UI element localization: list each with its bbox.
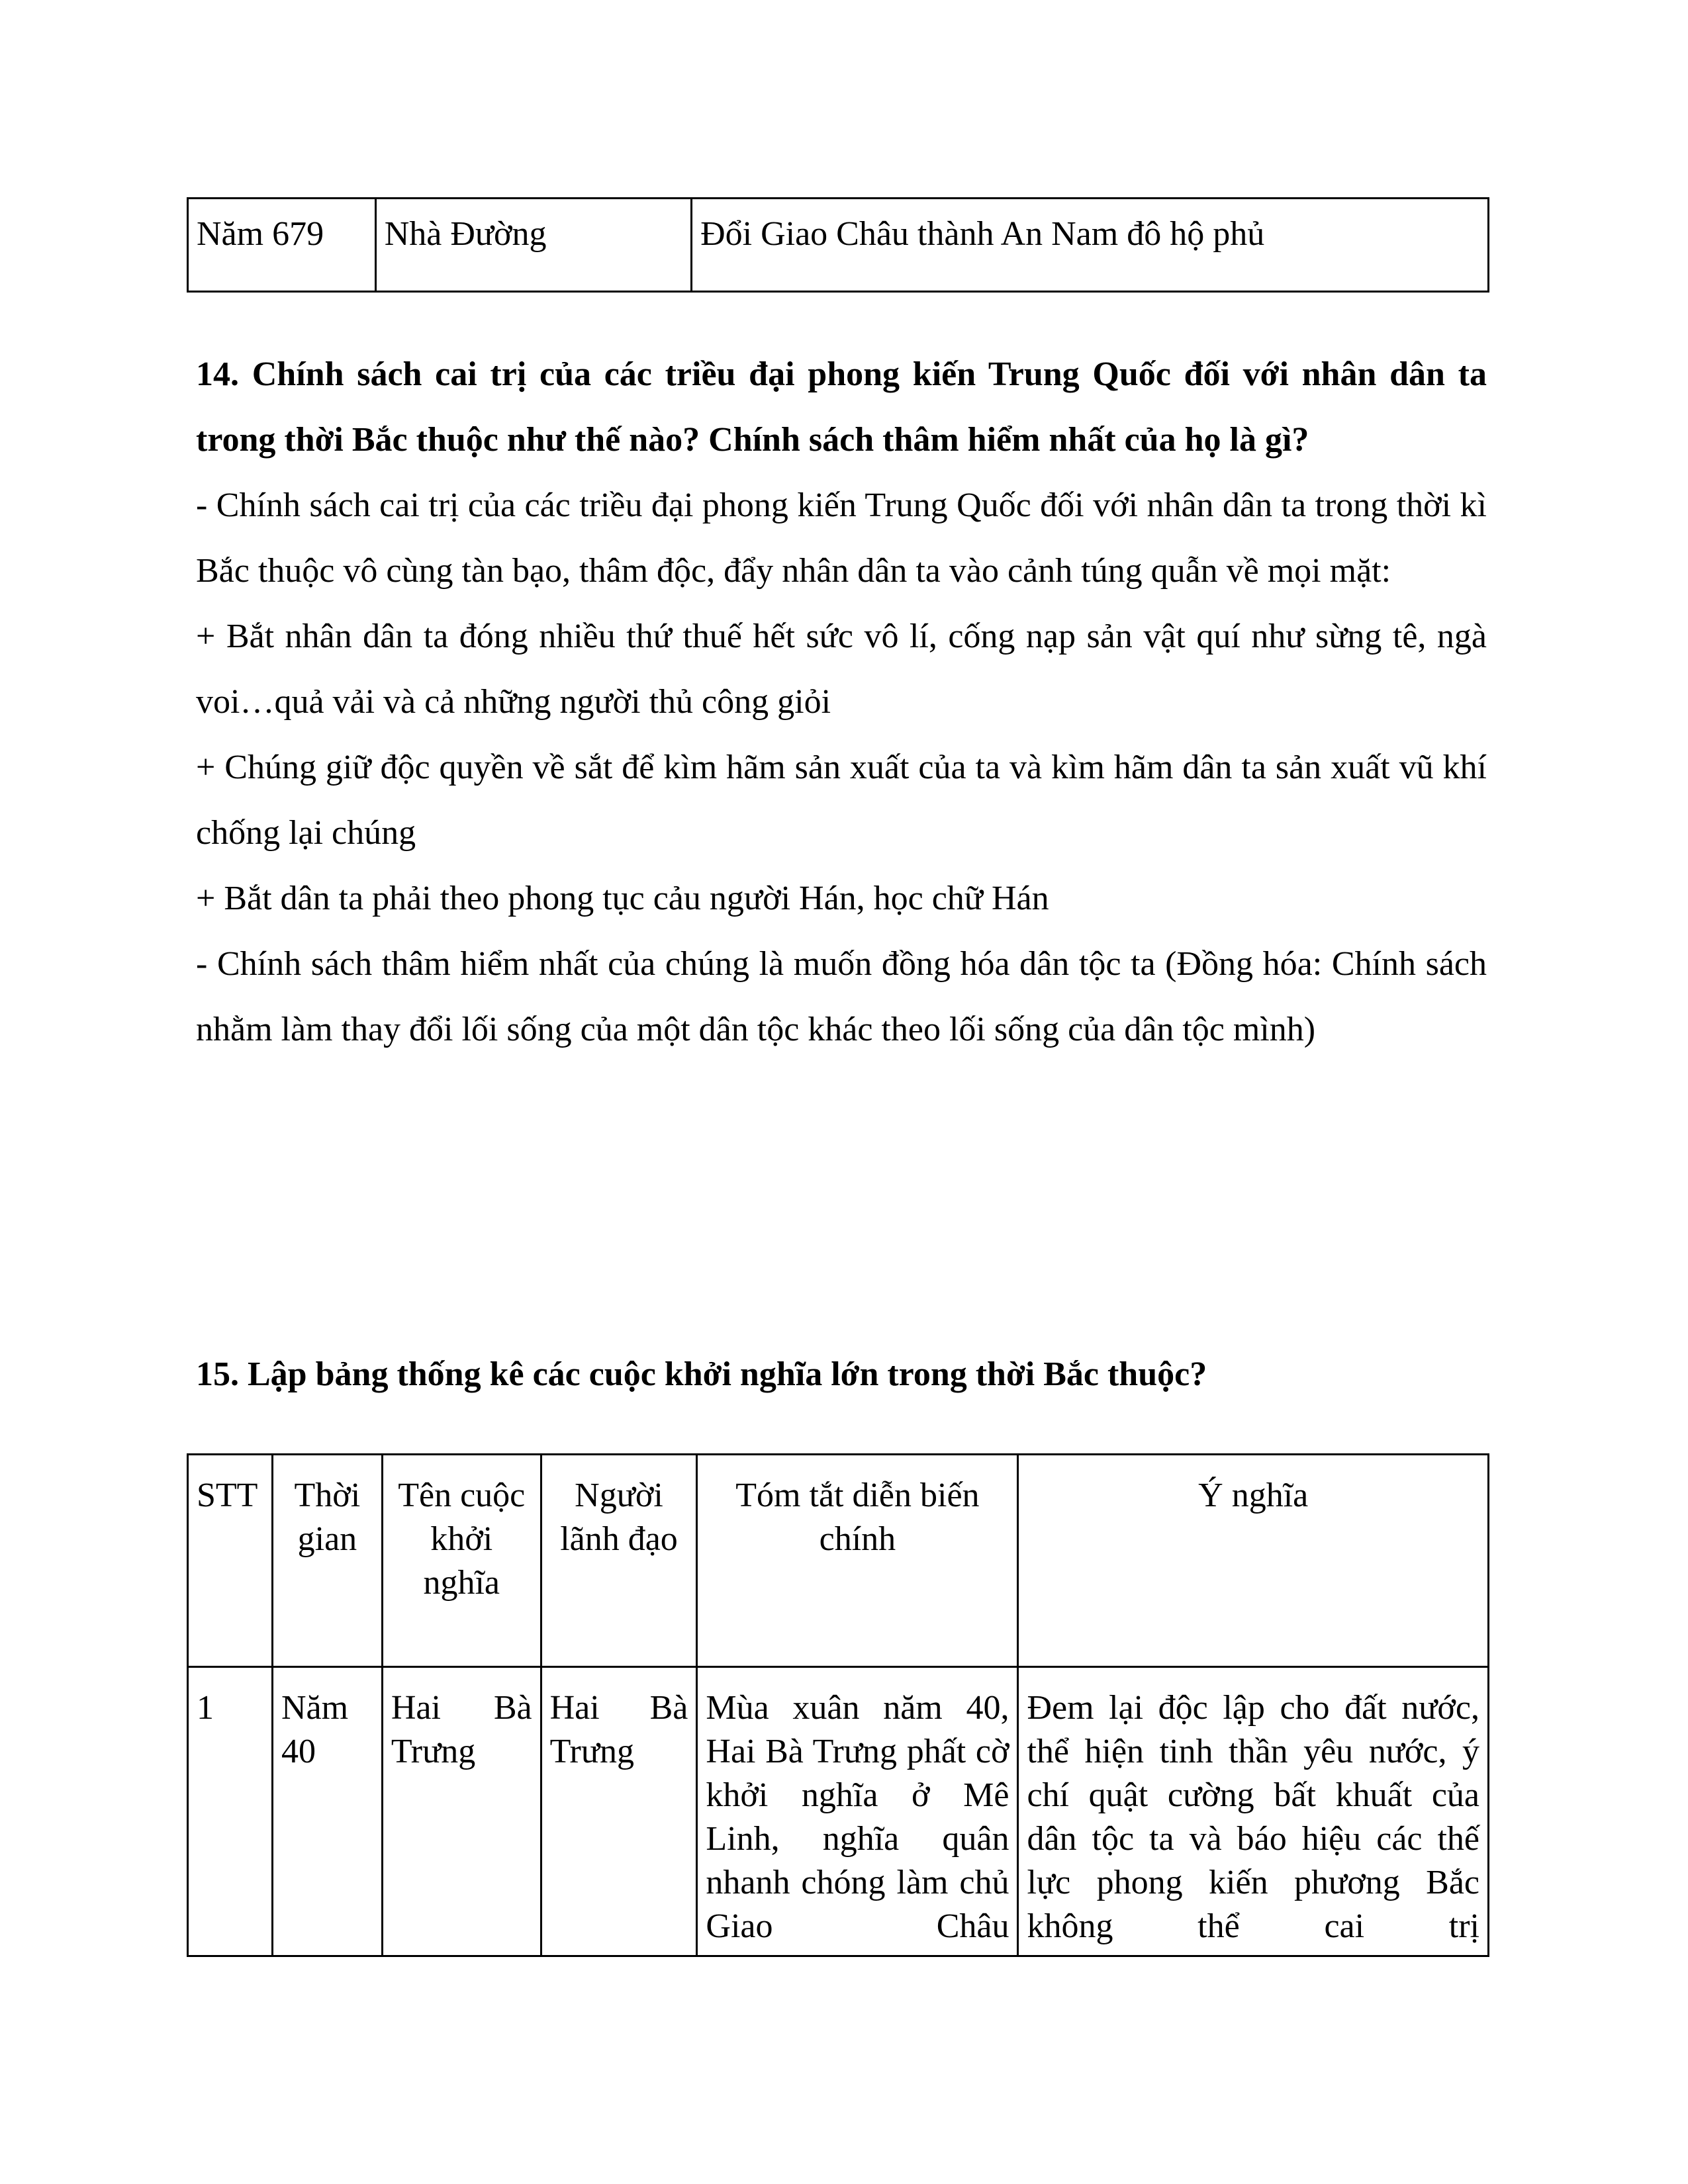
cell-summary: Mùa xuân năm 40, Hai Bà Trưng phất cờ khởi nghĩa ở Mê Linh, nghĩa quân nhanh chóng làm chủ Giao Châu <box>697 1667 1018 1956</box>
section-14-paragraph: - Chính sách thâm hiểm nhất của chúng là muốn đồng hóa dân tộc ta (Đồng hóa: Chính sách nhằm làm thay đổi lối sống của một dân tộc khác theo lối sống của dân tộc mình) <box>196 945 1487 1048</box>
cell-meaning: Đem lại độc lập cho đất nước, thể hiện tinh thần yêu nước, ý chí quật cường bất khuất của dân tộc ta và báo hiệu các thế lực phong kiến phương Bắc không thể cai trị <box>1018 1667 1489 1956</box>
header-leader: Người lãnh đạo <box>541 1455 697 1667</box>
table-cell-dynasty: Nhà Đường <box>375 199 691 292</box>
section-15 <box>196 1342 1487 1407</box>
section-14-heading: 14. Chính sách cai trị của các triều đại phong kiến Trung Quốc đối với nhân dân ta trong thời Bắc thuộc như thế nào? Chính sách thâm hiểm nhất của họ là gì? <box>196 355 1487 459</box>
section-14-paragraph: + Bắt nhân dân ta đóng nhiều thứ thuế hết sức vô lí, cống nạp sản vật quí như sừng tê, ngà voi…quả vải và cả những người thủ công giỏi <box>196 617 1487 721</box>
section-14-paragraph: + Bắt dân ta phải theo phong tục cảu người Hán, học chữ Hán <box>196 880 1049 917</box>
cell-stt: 1 <box>188 1667 273 1956</box>
dynasty-table <box>187 197 1489 293</box>
uprisings-table <box>187 1453 1489 1957</box>
header-stt: STT <box>188 1455 273 1667</box>
table-cell-year: Năm 679 <box>188 199 376 292</box>
table-row <box>188 1667 1489 1956</box>
cell-name: Hai Bà Trưng <box>382 1667 541 1956</box>
header-time: Thời gian <box>272 1455 382 1667</box>
header-name: Tên cuộc khởi nghĩa <box>382 1455 541 1667</box>
section-14-paragraph: + Chúng giữ độc quyền về sắt để kìm hãm sản xuất của ta và kìm hãm dân ta sản xuất vũ khí chống lại chúng <box>196 749 1487 852</box>
table-row <box>188 199 1489 292</box>
cell-time: Năm 40 <box>272 1667 382 1956</box>
table-header-row <box>188 1455 1489 1667</box>
section-14 <box>196 341 1487 1062</box>
section-14-paragraph: - Chính sách cai trị của các triều đại phong kiến Trung Quốc đối với nhân dân ta trong thời kì Bắc thuộc vô cùng tàn bạo, thâm độc, đẩy nhân dân ta vào cảnh túng quẫn về mọi mặt: <box>196 486 1487 590</box>
cell-leader: Hai Bà Trưng <box>541 1667 697 1956</box>
header-summary: Tóm tắt diễn biến chính <box>697 1455 1018 1667</box>
section-15-heading: 15. Lập bảng thống kê các cuộc khởi nghĩa lớn trong thời Bắc thuộc? <box>196 1355 1207 1393</box>
table-cell-event: Đổi Giao Châu thành An Nam đô hộ phủ <box>692 199 1489 292</box>
header-meaning: Ý nghĩa <box>1018 1455 1489 1667</box>
